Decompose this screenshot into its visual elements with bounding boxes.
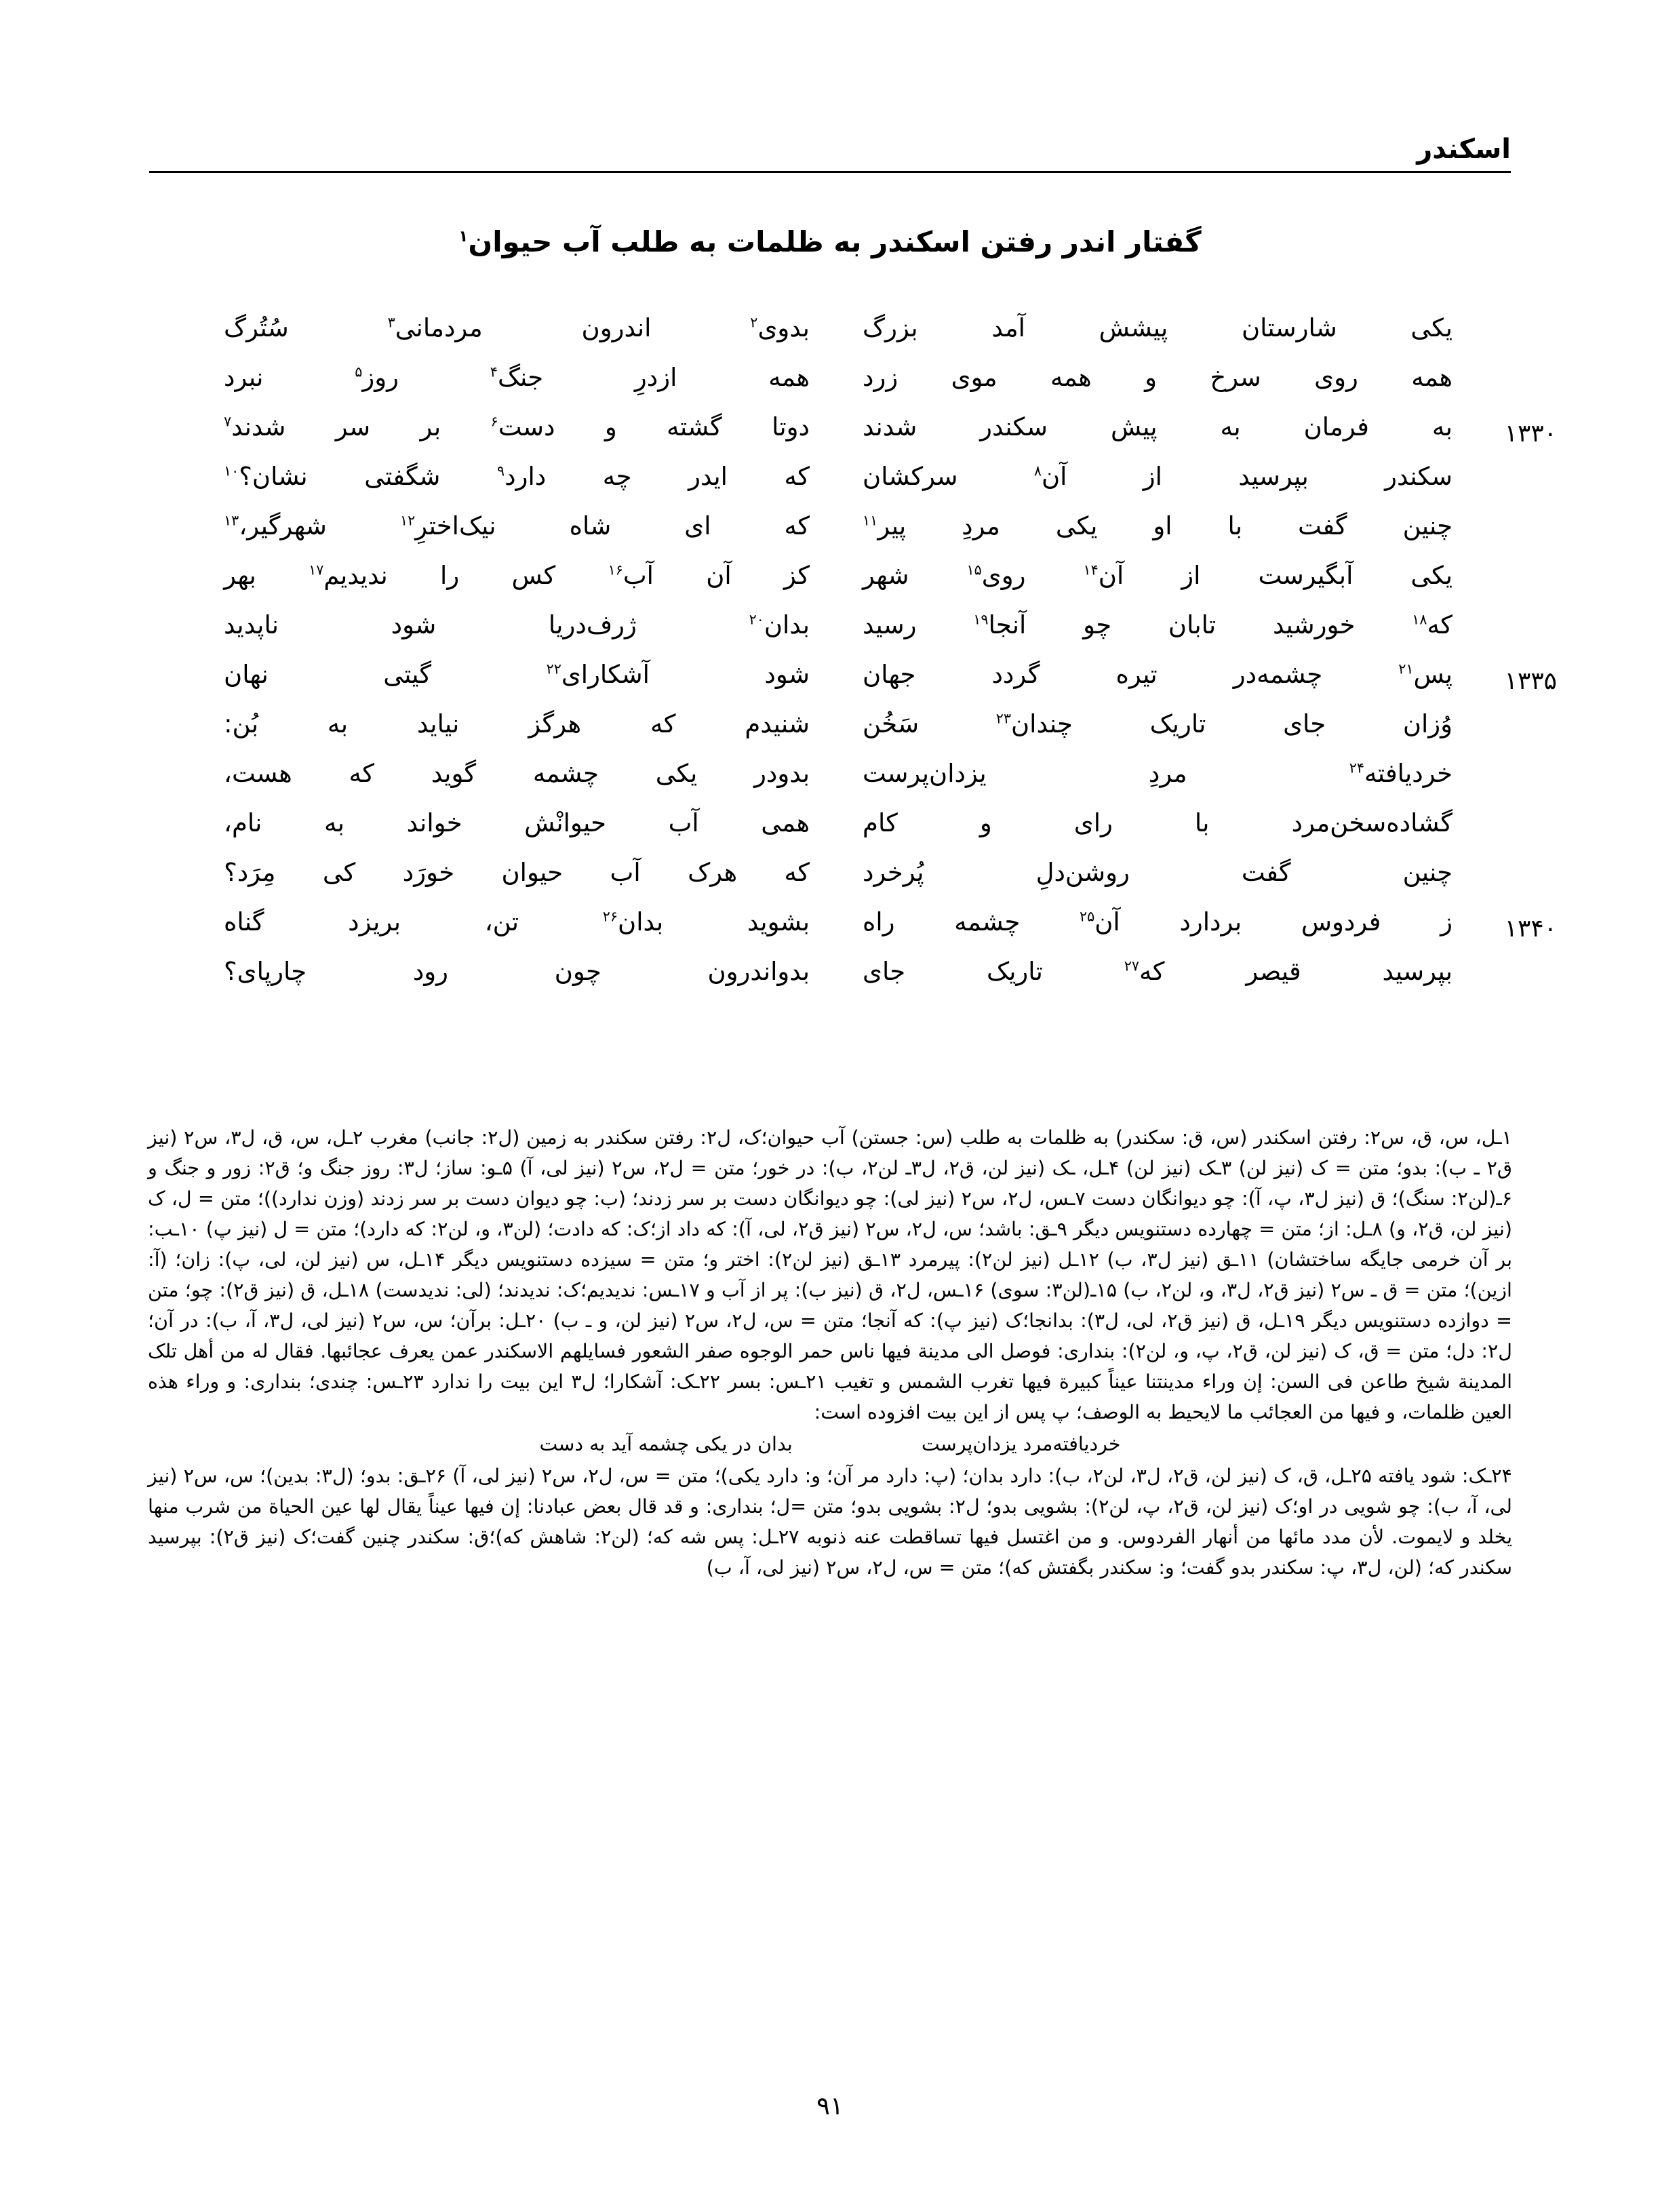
verse-word: پیش xyxy=(1110,412,1158,441)
verse-word: چارپای؟ xyxy=(224,957,307,986)
verse-word: شدند$^۷$ xyxy=(224,412,286,441)
footnote-marker: ۸ xyxy=(1033,462,1042,479)
footnote-marker: ۹ xyxy=(496,462,505,479)
verse-word: روشن‌دلِ xyxy=(1035,858,1130,887)
hemistich-first xyxy=(837,315,1470,342)
verse-word: شنیدم xyxy=(745,709,810,738)
verse-word: از xyxy=(1143,462,1162,491)
running-head xyxy=(149,136,1511,176)
footnote-marker: ۲۷ xyxy=(1124,957,1139,974)
verse-line xyxy=(203,907,1557,959)
verse-word: اندرون xyxy=(581,313,652,342)
footnote-marker: ۱۲ xyxy=(399,512,416,529)
hemistich-second xyxy=(203,959,837,985)
verse-word: و xyxy=(604,412,617,441)
verse-word: حیوانْش xyxy=(524,808,607,837)
verse-word: پس$^{۲۱}$ xyxy=(1398,660,1452,689)
hemistich-second xyxy=(203,563,837,589)
hemistich-first xyxy=(837,711,1470,738)
verse-word: یکی xyxy=(1410,561,1452,590)
verse-word: مردمانی$^۳$ xyxy=(387,313,483,342)
verse-word: تیره xyxy=(1115,660,1158,689)
verse-word: چشمه‌در xyxy=(1233,660,1323,689)
footnote-marker: ۳ xyxy=(387,314,395,331)
verse-line xyxy=(203,660,1557,711)
verse-word: گیتی xyxy=(383,660,432,689)
verse-word: گناه xyxy=(224,907,264,936)
footnote-marker: ۲۱ xyxy=(1398,660,1414,677)
verse-word: چو xyxy=(1083,610,1112,639)
hemistich-first xyxy=(837,365,1470,391)
footnote-marker: ۱۴ xyxy=(1083,561,1099,578)
verse-word: یکی xyxy=(1055,511,1098,540)
verse-word: هرگز xyxy=(528,709,582,738)
verse-word: سُتُرگ xyxy=(224,313,289,342)
verse-word: مِرَد؟ xyxy=(224,858,276,887)
verse-word: شهرگیر،$^{۱۳}$ xyxy=(224,511,327,540)
verse-word: چنین xyxy=(1402,858,1452,887)
running-head-title: اسکندر xyxy=(1417,134,1511,165)
verse-word: جای xyxy=(1283,709,1326,738)
hemistich-second xyxy=(203,612,837,639)
verse-word: یزدان‌پرست xyxy=(863,759,987,788)
verse-word: پیشش xyxy=(1099,313,1168,342)
apparatus-paragraph: ۲۴ـک: شود یافته ۲۵ـل، ق، ک (نیز لن، ق۲، ل۳، لن۲، ب): دارد بدان؛ (پ: دارد مر آن؛ و: دارد یکی)؛ متن = س، ل۲، س۲ (نیز لی، آ) ۲۶ـق: بدو؛ (ل۳: بدین)؛ س، س۲ (نیز لی، آ، ب): چو شویی در او؛ک (نیز لن، ق۲، پ، لن۲): بشویی بدو؛ ل۲: بشویی بدو؛ متن =ل؛ بنداری: و قد قال بعض عبادنا: إن فیها عیناً یقال لها عین الحیاة من شرب منها یخلد و لایموت. لأن مدد مائها من أنهار الفردوس. و من اغتسل فیها تساقطت عنه ذنوبه ۲۷ـل: پس شه که؛ (لن۲: شاهش که)؛ق: سکندر چنین گفت؛ک (نیز ق۲): بپرسید سکندر که؛ (لن، ل۳، پ: سکندر بدو گفت؛ و: سکندر بگفتش که)؛ متن = س، ل۲، س۲ (نیز لی، آ، ب) xyxy=(148,1465,1513,1579)
verse-word: یکی xyxy=(655,759,698,788)
verse-word: ناپدید xyxy=(224,610,279,639)
verse-word: همی xyxy=(761,808,810,837)
verse-word: بدودر xyxy=(754,759,810,788)
section-heading xyxy=(149,224,1511,261)
verse-word: بشوید xyxy=(747,907,810,936)
verse-word: خردیافته$^{۲۴}$ xyxy=(1349,759,1452,788)
verse-word: سَخُن xyxy=(863,709,920,738)
critical-apparatus xyxy=(148,1122,1512,1583)
verse-word: مردِ xyxy=(962,511,1000,540)
hemistich-first xyxy=(837,959,1470,985)
hemistich-second xyxy=(203,662,837,688)
verse-word: و xyxy=(979,808,992,837)
footnote-marker: ۲۶ xyxy=(602,908,618,925)
verse-word: روی$^{۱۵}$ xyxy=(966,561,1026,590)
verse-word: با xyxy=(1227,511,1243,540)
verse-word: ندیدیم$^{۱۷}$ xyxy=(309,561,388,590)
verse-word: تن، xyxy=(484,907,519,936)
apparatus-inset-hemistich-second: بدان در یکی چشمه آید به دست xyxy=(539,1433,793,1456)
verse-word: پُرخرد xyxy=(863,858,924,887)
verse-word: همه xyxy=(1050,363,1092,392)
verse-word: فردوس xyxy=(1301,907,1381,936)
verse-number: ۱۳۳۵ xyxy=(1504,667,1557,695)
header-rule xyxy=(149,171,1511,173)
verse-line xyxy=(203,711,1470,761)
footnote-marker: ۱۵ xyxy=(966,561,982,578)
footnote-marker: ۱۰ xyxy=(224,462,239,479)
verse-word: آن xyxy=(706,561,732,590)
verse-word: نبرد xyxy=(224,363,264,392)
verse-word: چندان$^{۲۳}$ xyxy=(995,709,1073,738)
verse-word: هست، xyxy=(224,759,292,788)
verse-word: با xyxy=(1194,808,1210,837)
verse-word: او xyxy=(1153,511,1172,540)
verse-word: را xyxy=(440,561,460,590)
footnote-marker: ۱۹ xyxy=(973,611,989,628)
verse-word: که xyxy=(784,858,810,887)
footnote-marker: ۲ xyxy=(750,314,758,331)
footnote-marker: ۲۰ xyxy=(749,611,764,628)
verse-word: نهان xyxy=(224,660,269,689)
verse-number: ۱۳۳۰ xyxy=(1504,420,1557,448)
hemistich-second xyxy=(203,513,837,540)
hemistich-second xyxy=(203,315,837,342)
verse-word: رای xyxy=(1073,808,1113,837)
hemistich-second xyxy=(203,860,837,886)
verse-word: بپرسید xyxy=(1238,462,1309,491)
verse-word: چون xyxy=(554,957,601,986)
verse-word: بهر xyxy=(224,561,256,590)
verse-word: گفت xyxy=(1298,511,1347,540)
verse-word: گردد xyxy=(991,660,1040,689)
verse-word: به xyxy=(1220,412,1241,441)
verse-word: شارستان xyxy=(1241,313,1337,342)
verse-word: هرک xyxy=(688,858,738,887)
hemistich-first xyxy=(837,860,1470,886)
verse-word: دست$^۶$ xyxy=(490,412,555,441)
verse-line xyxy=(203,412,1557,464)
verse-word: بدواندرون xyxy=(707,957,810,986)
section-heading-note: ۱ xyxy=(458,228,469,245)
verse-word: بدان$^{۲۰}$ xyxy=(749,610,810,639)
verse-word: حیوان xyxy=(501,858,564,887)
verse-word: همه xyxy=(768,363,810,392)
verse-word: زرد xyxy=(863,363,898,392)
verse-word: خواند xyxy=(406,808,462,837)
verse-word: چشمه xyxy=(532,759,599,788)
hemistich-second xyxy=(203,909,837,936)
verse-word: آمد xyxy=(991,313,1025,342)
verse-word: گشته xyxy=(667,412,722,441)
verse-word: دوتا xyxy=(772,412,810,441)
verse-word: که$^{۱۸}$ xyxy=(1412,610,1452,639)
verse-word: شدند xyxy=(863,412,917,441)
verse-word: رود xyxy=(412,957,449,986)
verse-word: جنگ$^۴$ xyxy=(490,363,544,392)
hemistich-first xyxy=(837,761,1470,787)
verse-word: شاه xyxy=(569,511,612,540)
verse-word: که xyxy=(349,759,374,788)
verse-word: به xyxy=(1431,412,1452,441)
verse-word: رسید xyxy=(863,610,917,639)
hemistich-first xyxy=(837,513,1470,540)
verse-word: آشکارای$^{۲۲}$ xyxy=(546,660,650,689)
verse-word: سکندر xyxy=(1385,462,1452,491)
verse-word: کس xyxy=(511,561,556,590)
verse-word: که xyxy=(784,462,810,491)
verse-word: آبگیرست xyxy=(1258,561,1353,590)
verse-word: کام xyxy=(863,808,898,837)
verse-word: نام، xyxy=(224,808,262,837)
verse-line xyxy=(203,365,1470,414)
verse-word: بزرگ xyxy=(863,313,918,342)
verse-word: ز xyxy=(1440,907,1452,936)
verse-line xyxy=(203,464,1470,513)
verse-word: آب xyxy=(668,808,699,837)
verse-word: چه xyxy=(602,462,632,491)
hemistich-first xyxy=(837,662,1470,688)
verse-word: آب$^{۱۶}$ xyxy=(608,561,654,590)
verse-word: که xyxy=(784,511,810,540)
verse-word: قیصر xyxy=(1246,957,1301,986)
verse-word: آنجا$^{۱۹}$ xyxy=(973,610,1027,639)
hemistich-second xyxy=(203,761,837,787)
hemistich-first xyxy=(837,464,1470,490)
verse-word: آن$^۸$ xyxy=(1033,462,1067,491)
verse-word: نیک‌اخترِ$^{۱۲}$ xyxy=(399,511,496,540)
verse-word: گوید xyxy=(431,759,477,788)
footnote-marker: ۲۴ xyxy=(1349,759,1364,776)
footnote-marker: ۱۱ xyxy=(863,512,878,529)
footnote-marker: ۱۳ xyxy=(224,512,239,529)
verse-word: جهان xyxy=(863,660,916,689)
verse-word: خورَد xyxy=(402,858,455,887)
verse-word: به xyxy=(327,709,348,738)
verse-word: یکی xyxy=(1410,313,1452,342)
verse-word: راه xyxy=(863,907,895,936)
hemistich-second xyxy=(203,365,837,391)
verse-word: شگفتی xyxy=(364,462,441,491)
verse-word: بدوی$^۲$ xyxy=(750,313,810,342)
verse-word: نشان؟$^{۱۰}$ xyxy=(224,462,308,491)
verse-word: چنین xyxy=(1402,511,1452,540)
footnote-marker: ۲۳ xyxy=(995,710,1011,727)
apparatus-inset-verse xyxy=(148,1429,1512,1459)
verse-word: بُن: xyxy=(224,709,258,738)
verse-block xyxy=(203,313,1557,1008)
footnote-marker: ۷ xyxy=(224,413,232,430)
verse-word: ژرف‌دریا xyxy=(548,610,637,639)
verse-word: گشاده‌سخن‌مرد xyxy=(1291,808,1452,837)
verse-word: آن$^{۱۴}$ xyxy=(1083,561,1124,590)
verse-word: چشمه xyxy=(954,907,1021,936)
folio-number: ۹۱ xyxy=(816,2091,844,2120)
verse-word: کز xyxy=(783,561,810,590)
verse-word: شود xyxy=(391,610,437,639)
verse-word: فرمان xyxy=(1303,412,1369,441)
section-heading-text: گفتار اندر رفتن اسکندر به ظلمات به طلب آب حیوان xyxy=(468,225,1202,258)
verse-word: بریزد xyxy=(348,907,401,936)
hemistich-first xyxy=(837,909,1470,936)
verse-word: از xyxy=(1181,561,1201,590)
verse-line xyxy=(203,612,1470,662)
verse-word: بر xyxy=(420,412,441,441)
verse-word: بدان$^{۲۶}$ xyxy=(602,907,664,936)
verse-word: بپرسید xyxy=(1382,957,1452,986)
verse-word: که$^{۲۷}$ xyxy=(1124,957,1165,986)
verse-word: به xyxy=(323,808,345,837)
verse-word: تابان xyxy=(1168,610,1217,639)
verse-line xyxy=(203,761,1470,810)
verse-line xyxy=(203,959,1470,1008)
hemistich-first xyxy=(837,810,1470,837)
verse-word: و xyxy=(1145,363,1158,392)
footnote-marker: ۶ xyxy=(490,413,498,430)
verse-word: سرخ xyxy=(1210,363,1261,392)
verse-line xyxy=(203,315,1470,365)
verse-line xyxy=(203,563,1470,612)
verse-word: کی xyxy=(322,858,356,887)
verse-word: وُزان xyxy=(1402,709,1452,738)
verse-word: روی xyxy=(1314,363,1358,392)
verse-word: شهر xyxy=(863,561,909,590)
footnote-marker: ۲۲ xyxy=(546,660,561,677)
footnote-marker: ۲۵ xyxy=(1079,908,1095,925)
hemistich-first xyxy=(837,414,1470,441)
verse-line xyxy=(203,860,1470,909)
verse-word: سکندر xyxy=(980,412,1048,441)
verse-line xyxy=(203,810,1470,860)
hemistich-second xyxy=(203,711,837,738)
verse-word: بردارد xyxy=(1179,907,1242,936)
hemistich-first xyxy=(837,612,1470,639)
verse-word: موی xyxy=(951,363,997,392)
hemistich-second xyxy=(203,810,837,837)
hemistich-first xyxy=(837,563,1470,589)
footnote-marker: ۱۸ xyxy=(1412,611,1427,628)
footnote-marker: ۱۶ xyxy=(608,561,623,578)
verse-word: آب xyxy=(610,858,641,887)
verse-word: سرکشان xyxy=(863,462,958,491)
verse-word: تاریک xyxy=(987,957,1043,986)
verse-word: گفت xyxy=(1241,858,1291,887)
hemistich-second xyxy=(203,464,837,490)
verse-word: خورشید xyxy=(1273,610,1356,639)
verse-word: ایدر xyxy=(688,462,728,491)
verse-word: سر xyxy=(335,412,371,441)
verse-word: همه xyxy=(1411,363,1452,392)
footnote-marker: ۴ xyxy=(490,363,498,380)
verse-word: مردِ xyxy=(1148,759,1187,788)
verse-word: ای xyxy=(684,511,711,540)
verse-word: ازدرِ xyxy=(634,363,677,392)
verse-word: آن$^{۲۵}$ xyxy=(1079,907,1120,936)
verse-word: که xyxy=(650,709,676,738)
hemistich-second xyxy=(203,414,837,441)
verse-line xyxy=(203,513,1470,563)
verse-word: تاریک xyxy=(1149,709,1206,738)
footnote-marker: ۱۷ xyxy=(309,561,324,578)
verse-word: روز$^۵$ xyxy=(355,363,399,392)
verse-word: دارد$^۹$ xyxy=(496,462,547,491)
apparatus-paragraph: ۱ـل، س، ق، س۲: رفتن اسکندر (س، ق: سکندر) به ظلمات به طلب (س: جستن) آب حیوان؛ک، ل۲: رفتن سکندر به زمین (ل۲: جانب) مغرب ۲ـل، س، ق، ل۳، س۲ (نیز ق۲ ـ ب): بدو؛ متن = ک (نیز لن) ۳ـک (نیز لن) ۴ـل، ـک (نیز لن، ق۲، ل۳ـ لن۲، ب): در خور؛ متن = ل۲، س۲ (نیز لی، آ) ۵ـو: ساز؛ ل۳: روز جنگ و؛ ق۲: زور و جنگ و ۶ـ(لن۲: سنگ)؛ ق (نیز ل۳، پ، آ): چو دیوانگان دست ۷ـس، ل۲، س۲ (نیز لی): چو دیوانگان دست بر سر زدند؛ (ب: چو دیوان دست بر سر زدند (وزن ندارد))؛ متن = ل، ک (نیز لن، ق۲، و) ۸ـل: از؛ متن = چهارده دستنویس دیگر ۹ـق: باشد؛ س، ل۲، س۲ (نیز ق۲، لی، آ): که داد از؛ک: که دادت؛ (لن۳، و، لن۲: که دارد)؛ متن = ل (نیز پ) ۱۰ـب: بر آن خرمی جایگه ساختشان) ۱۱ـق (نیز ل۳، ب) ۱۲ـل (نیز لن۲): پیرمرد ۱۳ـق (نیز لن۲): اختر و؛ متن = سیزده دستنویس دیگر ۱۴ـل، س (نیز لن، لی، پ): زان؛ (آ: ازین)؛ متن = ق ـ س۲ (نیز ق۲، ل۳، و، لن۲، ب) ۱۵ـ(لن۳: سوی) ۱۶ـس، ل۲، ق (نیز ب): پر از آب و ۱۷ـس: ندیدیم؛ک: ندیدند؛ (لی: ندیدست) ۱۸ـل، ق (نیز ق۲): چو؛ متن = دوازده دستنویس دیگر ۱۹ـل، ق (نیز ق۲، لی، ل۳): بدانجا؛ک (نیز پ): که آنجا؛ متن = س، ل۲، س۲ (نیز لن، و ـ ب) ۲۰ـل: برآن؛ س، س۲ (نیز لی، ل۳، آ، ب): در آن؛ ل۲: دل؛ متن = ق، ک (نیز لن، ق۲، پ، و، لن۲): بنداری: فوصل الی مدینة فیها ناس حمر الوجوه صفر الشعور فسایلهم الاسکندر عمن یعرف عجائبها. فقال له من أهل تلک المدینة شیخ طاعن فی السن: إن وراء مدینتنا عیناً کبیرة فیها تغرب الشمس و تغیب ۲۱ـس: بسر ۲۲ـک: آشکارا؛ ل۳ این بیت را ندارد ۲۳ـس: چندی؛ بنداری: و وراء هذه العین ظلمات، و فیها من العجائب ما لایحیط به الوصف؛ پ پس از این بیت افزوده است: xyxy=(148,1126,1513,1424)
verse-word: شود xyxy=(764,660,810,689)
verse-number: ۱۳۴۰ xyxy=(1504,915,1557,943)
apparatus-inset-hemistich-first: خردیافته‌مرد یزدان‌پرست xyxy=(921,1433,1121,1456)
verse-word: نیاید xyxy=(416,709,460,738)
footnote-marker: ۵ xyxy=(355,363,363,380)
verse-word: جای xyxy=(863,957,906,986)
verse-word: پیر$^{۱۱}$ xyxy=(863,511,907,540)
